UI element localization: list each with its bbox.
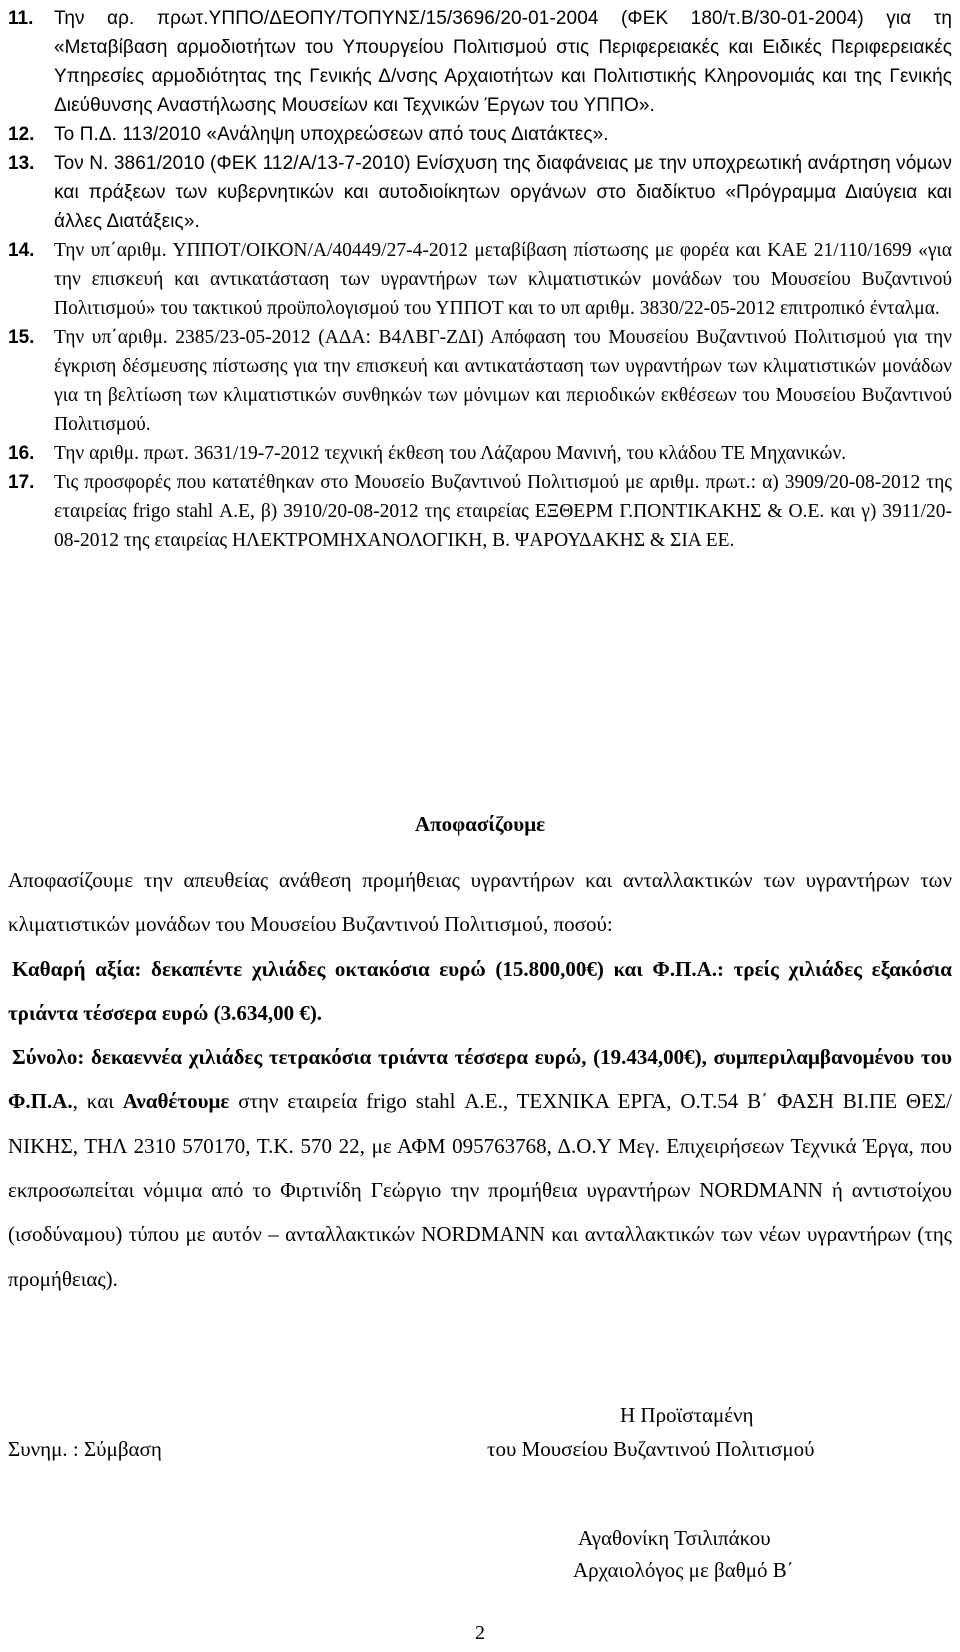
signature-title: Η Προϊσταμένη — [620, 1403, 754, 1427]
item-number: 13. — [8, 153, 35, 174]
list-item — [8, 236, 952, 323]
decision-intro: Αποφασίζουμε την απευθείας ανάθεση προμήθειας υγραντήρων και ανταλλακτικών των υγραντήρων των κλιματιστικών μονάδων του Μουσείου Βυζαντινού Πολιτισμού, ποσού: — [8, 868, 952, 937]
considerations-list — [8, 4, 952, 555]
list-item — [8, 120, 952, 149]
assignment-text: στην εταιρεία frigo stahl Α.Ε., ΤΕΧΝΙΚΑ ΕΡΓΑ, Ο.Τ.54 Β΄ ΦΑΣΗ ΒΙ.ΠΕ ΘΕΣ/ΝΙΚΗΣ, ΤΗΛ 2310 570170, Τ.Κ. 570 22, με ΑΦΜ 095763768, Δ.Ο.Υ Μεγ. Επιχειρήσεων Τεχνικά Έργα, που εκπροσωπείται νόμιμα από το Φιρτινίδη Γεώργιο την προμήθεια υγραντήρων NORDMANN ή αντιστοίχου (ισοδύναμου) τύπου με αυτόν – ανταλλακτικών NORDMANN και ανταλλακτικών των νέων υγραντήρων (της προμήθειας). — [8, 1089, 952, 1291]
item-text: Την υπ΄αριθμ. 2385/23-05-2012 (ΑΔΑ: Β4ΛΒΓ-ΖΔΙ) Απόφαση του Μουσείου Βυζαντινού Πολιτισμού για την έγκριση δέσμευσης πίστωσης για την επισκευή και αντικατάσταση των υγραντήρων των κλιματιστικών μονάδων για τη βελτίωση των κλιματιστικών συνθηκών των μόνιμων και περιοδικών εκθέσεων του Μουσείου Βυζαντινού Πολιτισμού. — [54, 327, 952, 435]
signatory-name: Αγαθονίκη Τσιλιπάκου — [578, 1526, 771, 1550]
signatory-role: Αρχαιολόγος με βαθμό Β΄ — [573, 1558, 794, 1582]
item-text: Την υπ΄αριθμ. ΥΠΠΟΤ/ΟΙΚΟΝ/Α/40449/27-4-2012 μεταβίβαση πίστωσης με φορέα και ΚΑΕ 21/110/1699 «για την επισκευή και αντικατάσταση των υγραντήρων των κλιματιστικών μονάδων του Μουσείου Βυζαντινού Πολιτισμού» του τακτικού προϋπολογισμού του ΥΠΠΟΤ και το υπ αριθμ. 3830/22-05-2012 επιτροπικό ένταλμα. — [54, 240, 952, 319]
list-item — [8, 149, 952, 236]
assign-keyword: Αναθέτουμε — [122, 1089, 230, 1114]
list-item — [8, 4, 952, 120]
item-text: Το Π.Δ. 113/2010 «Ανάληψη υποχρεώσεων από τους Διατάκτες». — [54, 124, 609, 145]
list-item — [8, 439, 952, 468]
list-item — [8, 468, 952, 555]
signature-organization: του Μουσείου Βυζαντινού Πολιτισμού — [487, 1437, 815, 1461]
item-number: 12. — [8, 124, 35, 145]
item-number: 17. — [8, 472, 35, 493]
list-item — [8, 323, 952, 439]
page-number: 2 — [475, 1622, 485, 1644]
decision-paragraph — [8, 858, 952, 1301]
total-amount: Σύνολο: δεκαεννέα χιλιάδες τετρακόσια τριάντα τέσσερα ευρώ, (19.434,00€), συμπεριλαμβανομένου του Φ.Π.Α. — [8, 1045, 952, 1114]
item-text: Τον Ν. 3861/2010 (ΦΕΚ 112/Α/13-7-2010) Ενίσχυση της διαφάνειας με την υποχρεωτική ανάρτηση νόμων και πράξεων των κυβερνητικών και αυτοδιοίκητων οργάνων στο διαδίκτυο «Πρόγραμμα Διαύγεια και άλλες Διατάξεις». — [54, 153, 952, 232]
item-number: 15. — [8, 327, 35, 348]
item-number: 11. — [8, 8, 34, 29]
item-text: Την αρ. πρωτ.ΥΠΠΟ/ΔΕΟΠΥ/ΤΟΠΥΝΣ/15/3696/20-01-2004 (ΦΕΚ 180/τ.Β/30-01-2004) για τη «Μεταβίβαση αρμοδιοτήτων του Υπουργείου Πολιτισμού στις Περιφερειακές και Ειδικές Περιφερειακές Υπηρεσίες αρμοδιότητας της Γενικής Δ/νσης Αρχαιοτήτων και Πολιτιστικής Κληρονομιάς και της Γενικής Διεύθυνσης Αναστήλωσης Μουσείων και Τεχνικών Έργων του ΥΠΠΟ». — [54, 8, 952, 116]
item-number: 14. — [8, 240, 35, 261]
decision-heading: Αποφασίζουμε — [414, 812, 546, 836]
item-text: Την αριθμ. πρωτ. 3631/19-7-2012 τεχνική έκθεση του Λάζαρου Μανινή, του κλάδου ΤΕ Μηχανικών. — [54, 443, 847, 464]
enclosure-note: Συνημ. : Σύμβαση — [8, 1437, 162, 1461]
net-amount: Καθαρή αξία: δεκαπέντε χιλιάδες οκτακόσια ευρώ (15.800,00€) και Φ.Π.Α.: τρείς χιλιάδες εξακόσια τριάντα τέσσερα ευρώ (3.634,00 €). — [8, 956, 952, 1025]
item-number: 16. — [8, 443, 35, 464]
item-text: Τις προσφορές που κατατέθηκαν στο Μουσείο Βυζαντινού Πολιτισμού με αριθμ. πρωτ.: α) 3909/20-08-2012 της εταιρείας frigo stahl Α.Ε, β) 3910/20-08-2012 της εταιρείας ΕΞΘΕΡΜ Γ.ΠΟΝΤΙΚΑΚΗΣ & Ο.Ε. και γ) 3911/20-08-2012 της εταιρείας ΗΛΕΚΤΡΟΜΗΧΑΝΟΛΟΓΙΚΗ, Β. ΨΑΡΟΥΔΑΚΗΣ & ΣΙΑ ΕΕ. — [54, 472, 952, 551]
connector-text: , και — [72, 1089, 123, 1114]
